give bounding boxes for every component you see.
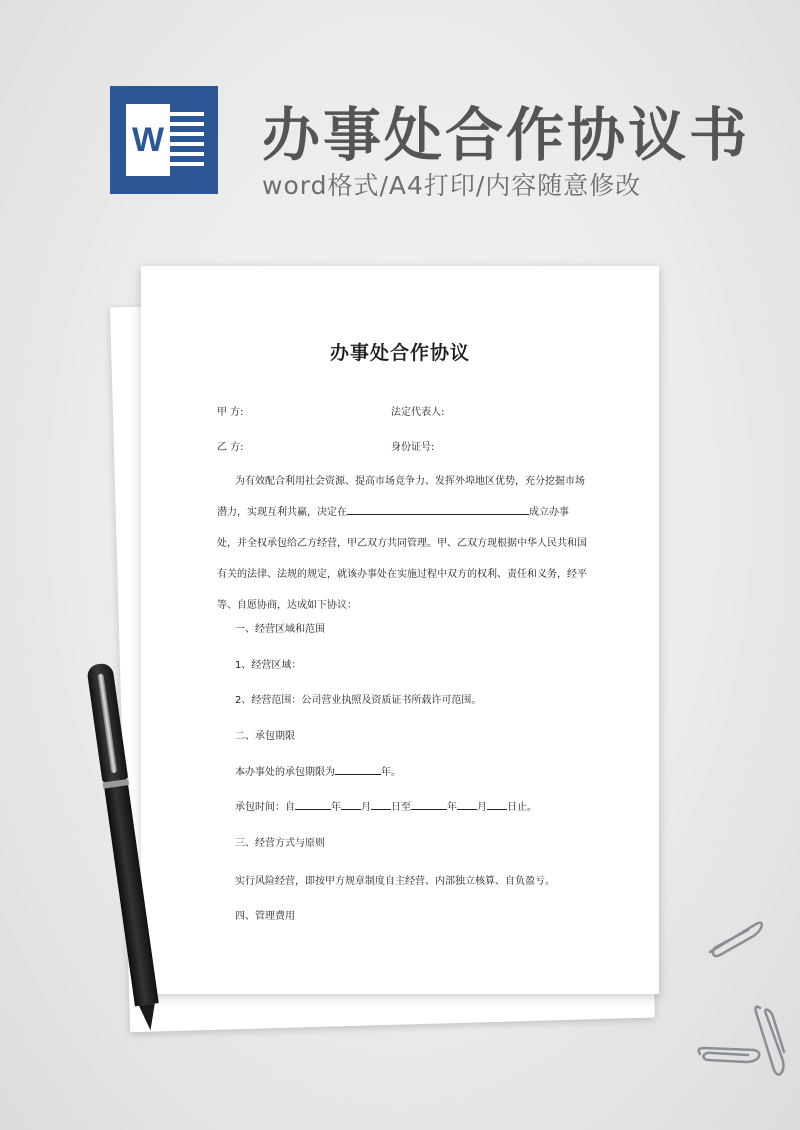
document-title: 办事处合作协议 bbox=[329, 342, 470, 364]
legal-rep-label: 法定代表人: bbox=[391, 407, 445, 418]
section-2-heading: 二、承包期限 bbox=[235, 731, 295, 742]
term-blank bbox=[335, 763, 381, 775]
word-logo-letter: W bbox=[126, 104, 170, 176]
term-time-line: 承包时间：自 年 月 日至 年 月 日止。 bbox=[235, 798, 537, 813]
id-label: 身份证号: bbox=[391, 442, 435, 453]
document-page bbox=[141, 266, 659, 994]
section-1-heading: 一、经营区域和范围 bbox=[235, 624, 325, 635]
paper-clip-icon bbox=[694, 1040, 764, 1070]
word-logo-icon bbox=[110, 86, 218, 194]
paper-clip-icon bbox=[700, 912, 770, 962]
location-blank bbox=[347, 503, 529, 515]
intro-text-2: 成立办事处，并全权承包给乙方经营，甲乙双方共同管理。甲、乙双方现根据中华人民共和国有关的法律、法规的规定，就该办事处在实施过程中双方的权利、责任和义务，经平等、自愿协商，达成如下协议： bbox=[217, 507, 587, 611]
page-title: 办事处合作协议书 bbox=[262, 101, 751, 169]
page-subtitle: word格式/A4打印/内容随意修改 bbox=[262, 171, 642, 200]
party-a-label: 甲 方: bbox=[217, 407, 244, 418]
item-1-1: 1、经营区域： bbox=[235, 660, 302, 671]
section-3-heading: 三、经营方式与原则 bbox=[235, 838, 325, 849]
section-4-heading: 四、管理费用 bbox=[235, 911, 295, 922]
item-1-2: 2、经营范围：公司营业执照及资质证书所载许可范围。 bbox=[235, 695, 482, 706]
intro-paragraph bbox=[217, 466, 587, 621]
term-line: 本办事处的承包期限为 年。 bbox=[235, 763, 401, 778]
principle-text: 实行风险经营，即按甲方规章制度自主经营、内部独立核算、自负盈亏。 bbox=[235, 876, 555, 887]
party-b-label: 乙 方: bbox=[217, 442, 244, 453]
intro-text-1: 为有效配合利用社会资源、提高市场竞争力、发挥外埠地区优势，充分挖掘市场潜力，实现互利共赢，决定在 bbox=[217, 476, 585, 518]
